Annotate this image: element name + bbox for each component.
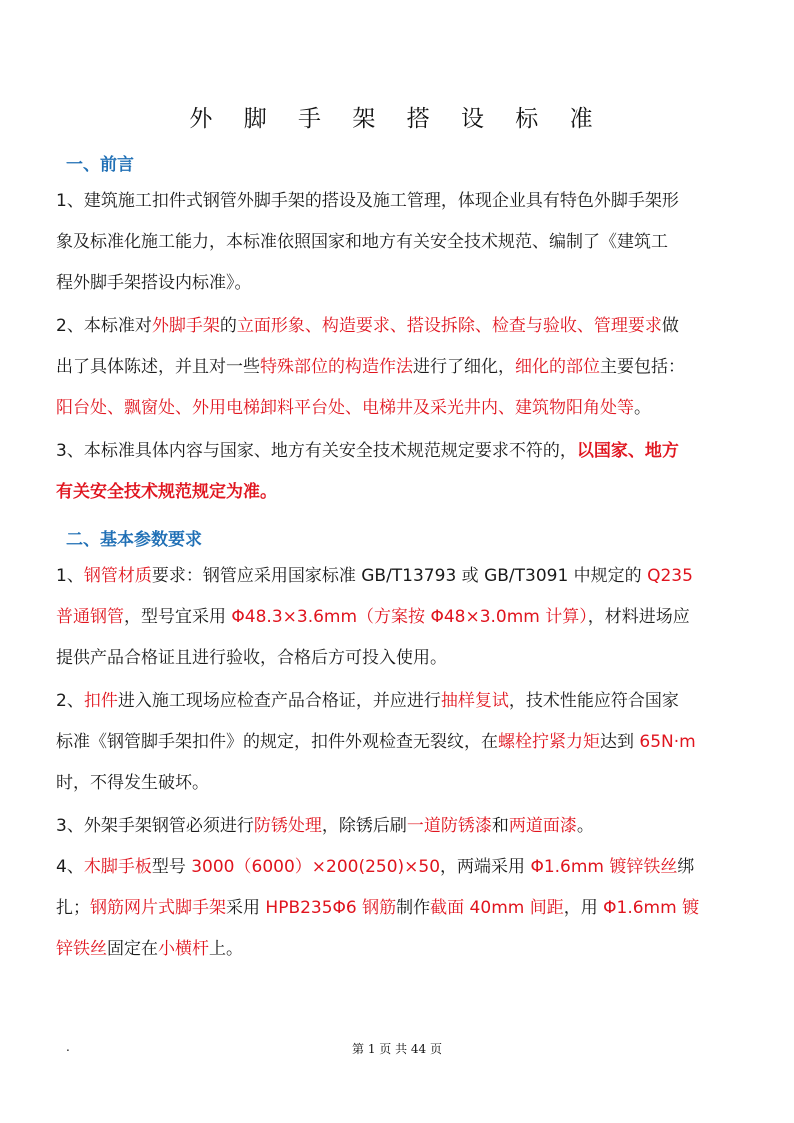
text-run: ，材料进场应 xyxy=(587,607,690,627)
highlight-text: 特殊部位的构造作法 xyxy=(260,357,413,377)
paragraph-1 xyxy=(56,181,740,304)
text-run: ，两端采用 xyxy=(440,857,531,877)
highlight-text: 截面 40mm 间距 xyxy=(430,898,564,918)
text-run: 4、 xyxy=(56,857,84,877)
text-run: 主要包括： xyxy=(600,357,685,377)
highlight-text: Φ1.6mm 镀 xyxy=(603,898,700,918)
text-run: 上。 xyxy=(209,939,243,959)
highlight-text: 小横杆 xyxy=(158,939,209,959)
text-run: 提供产品合格证且进行验收，合格后方可投入使用。 xyxy=(56,648,447,668)
paragraph-2-line-2 xyxy=(56,347,740,388)
highlight-text: Q235 xyxy=(647,566,693,586)
text-run: 要求：钢管应采用国家标准 GB/T13793 或 GB/T3091 中规定的 xyxy=(151,566,648,586)
text-run: 。 xyxy=(634,398,651,418)
highlight-text: Φ1.6mm 镀锌铁丝 xyxy=(530,857,678,877)
text-run: 。 xyxy=(576,816,594,836)
text-run: ，用 xyxy=(563,898,604,918)
highlight-text: HPB235Φ6 钢筋 xyxy=(265,898,397,918)
section-heading-parameters: 二、基本参数要求 xyxy=(66,530,202,550)
highlight-text: 一道防锈漆 xyxy=(406,816,492,836)
highlight-text: 木脚手板 xyxy=(83,857,152,877)
paragraph-1-line-2: 象及标准化施工能力，本标准依照国家和地方有关安全技术规范、编制了《建筑工 xyxy=(56,232,668,252)
text-run: 3、外架手架钢管必须进行 xyxy=(56,816,254,836)
item-4 xyxy=(56,847,740,970)
highlight-text: 3000（6000）×200(250)×50 xyxy=(191,857,441,877)
item-1-line-3 xyxy=(56,638,740,679)
text-run: 2、本标准对 xyxy=(56,316,152,336)
item-2 xyxy=(56,681,740,804)
highlight-text: 防锈处理 xyxy=(253,816,322,836)
text-run: 绑 xyxy=(677,857,695,877)
text-run: 出了具体陈述，并且对一些 xyxy=(56,357,260,377)
text-run: 扎； xyxy=(56,898,90,918)
highlight-text: Φ48.3×3.6mm（方案按 Φ48×3.0mm 计算） xyxy=(231,607,588,627)
text-run: 达到 xyxy=(600,732,640,752)
text-run: 3、本标准具体内容与国家、地方有关安全技术规范规定要求不符的， xyxy=(56,441,577,461)
highlight-text: 钢筋网片式脚手架 xyxy=(90,898,226,918)
paragraph-3-line-1 xyxy=(56,431,740,472)
paragraph-3 xyxy=(56,431,740,513)
paragraph-2 xyxy=(56,306,740,429)
item-4-line-3 xyxy=(56,929,740,970)
highlight-text: 外脚手架 xyxy=(151,316,220,336)
highlight-text: 螺栓拧紧力矩 xyxy=(498,732,600,752)
text-run: ，型号宜采用 xyxy=(124,607,232,627)
item-3-line-1 xyxy=(56,806,740,847)
text-run: 和 xyxy=(491,816,509,836)
item-2-line-3 xyxy=(56,763,740,804)
page-number: 第 1 页 共 44 页 xyxy=(352,1042,442,1056)
text-run: 制作 xyxy=(396,898,431,918)
text-run: ，除锈后刷 xyxy=(321,816,407,836)
paragraph-1-line-3: 程外脚手架搭设内标准》。 xyxy=(56,273,252,293)
text-run: 型号 xyxy=(151,857,192,877)
highlight-text: 钢管材质 xyxy=(83,566,152,586)
highlight-text: 两道面漆 xyxy=(508,816,577,836)
highlight-text: 普通钢管 xyxy=(56,607,124,627)
highlight-text: 细化的部位 xyxy=(515,357,600,377)
item-2-line-2 xyxy=(56,722,740,763)
item-1-line-1 xyxy=(56,556,740,597)
text-run: 的 xyxy=(219,316,237,336)
highlight-text: 立面形象、构造要求、搭设拆除、检查与验收、管理要求 xyxy=(236,316,662,336)
text-run: 标准《钢管脚手架扣件》的规定，扣件外观检查无裂纹，在 xyxy=(56,732,498,752)
document-title: 外 脚 手 架 搭 设 标 准 xyxy=(189,106,605,132)
highlight-text: 抽样复试 xyxy=(440,691,509,711)
highlight-text: 扣件 xyxy=(83,691,118,711)
item-4-line-2 xyxy=(56,888,740,929)
item-1 xyxy=(56,556,740,679)
text-run: 固定在 xyxy=(107,939,158,959)
item-1-line-2 xyxy=(56,597,740,638)
section-heading-preface: 一、前言 xyxy=(66,155,134,175)
text-run: 时，不得发生破坏。 xyxy=(56,773,209,793)
paragraph-2-line-3 xyxy=(56,388,740,429)
item-3 xyxy=(56,806,740,847)
footer-dot: . xyxy=(66,1040,70,1054)
text-run: 进行了细化， xyxy=(413,357,515,377)
text-run: 进入施工现场应检查产品合格证，并应进行 xyxy=(117,691,441,711)
highlight-text: 锌铁丝 xyxy=(56,939,107,959)
text-run: 2、 xyxy=(56,691,84,711)
text-run: ，技术性能应符合国家 xyxy=(508,691,679,711)
item-4-line-1 xyxy=(56,847,740,888)
highlight-text: 阳台处、飘窗处、外用电梯卸料平台处、电梯井及采光井内、建筑物阳角处等 xyxy=(56,398,634,418)
emphasis-text: 有关安全技术规范规定为准。 xyxy=(56,482,277,502)
paragraph-3-line-2 xyxy=(56,472,740,513)
text-run: 1、 xyxy=(56,566,84,586)
text-run: 采用 xyxy=(226,898,266,918)
text-run: 做 xyxy=(661,316,679,336)
highlight-text: 65N·m xyxy=(639,732,696,752)
item-2-line-1 xyxy=(56,681,740,722)
emphasis-text: 以国家、地方 xyxy=(576,441,679,461)
paragraph-1-line-1: 1、建筑施工扣件式钢管外脚手架的搭设及施工管理，体现企业具有特色外脚手架形 xyxy=(56,191,679,211)
paragraph-2-line-1 xyxy=(56,306,740,347)
